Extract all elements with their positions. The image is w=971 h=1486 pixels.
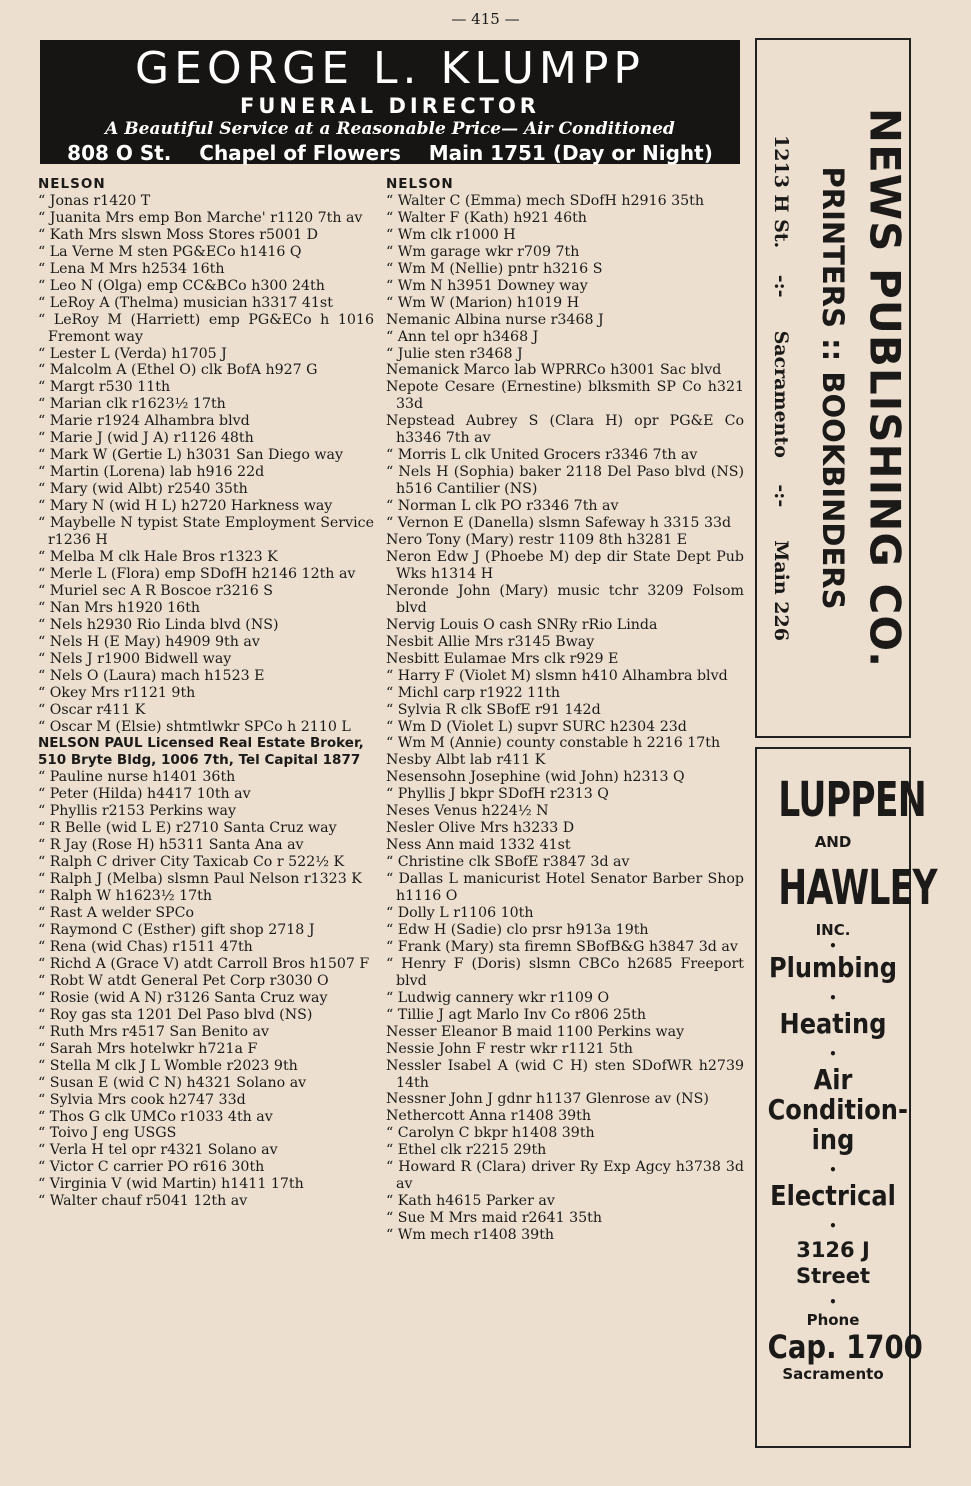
directory-entry: “ Edw H (Sadie) clo prsr h913a 19th	[386, 922, 744, 939]
directory-entry: “ Nels h2930 Rio Linda blvd (NS)	[38, 617, 374, 634]
directory-entry: “ Phyllis J bkpr SDofH r2313 Q	[386, 786, 744, 803]
ad-service: Air	[813, 1063, 853, 1096]
directory-entry: “ Ludwig cannery wkr r1109 O	[386, 990, 744, 1007]
directory-entry: “ Walter chauf r5041 12th av	[38, 1193, 374, 1210]
directory-entry: “ Okey Mrs r1121 9th	[38, 685, 374, 702]
banner-title: FUNERAL DIRECTOR	[240, 94, 540, 118]
directory-entry: “ Toivo J eng USGS	[38, 1125, 374, 1142]
directory-entry: “ Roy gas sta 1201 Del Paso blvd (NS)	[38, 1007, 374, 1024]
directory-entry: “ Ralph W h1623½ 17th	[38, 888, 374, 905]
directory-entry: “ Melba M clk Hale Bros r1323 K	[38, 549, 374, 566]
directory-entry: Ness Ann maid 1332 41st	[386, 837, 571, 854]
banner-address: 808 O St.	[67, 141, 172, 165]
ad-contact-line: 1213 H St. -:- Sacramento -:- Main 226	[770, 135, 792, 641]
directory-entry: “ Thos G clk UMCo r1033 4th av	[38, 1109, 374, 1126]
directory-entry: Nethercott Anna r1408 39th	[386, 1108, 592, 1125]
directory-entry: “ Juanita Mrs emp Bon Marche' r1120 7th av	[38, 210, 374, 227]
directory-entry: “ Vernon E (Danella) slsmn Safeway h 3315 33d	[386, 515, 744, 532]
directory-entry: “ Kath h4615 Parker av	[386, 1193, 744, 1210]
directory-entry: “ Morris L clk United Grocers r3346 7th av	[386, 447, 744, 464]
directory-entry: “ Peter (Hilda) h4417 10th av	[38, 786, 374, 803]
directory-entry: “ Harry F (Violet M) slsmn h410 Alhambra blvd	[386, 668, 744, 685]
ad-and: AND	[814, 833, 852, 851]
entry-list	[386, 193, 744, 1244]
directory-entry: Neses Venus h224½ N	[386, 803, 549, 820]
directory-entry: Nesby Albt lab r411 K	[386, 752, 546, 769]
directory-entry: Nessie John F restr wkr r1121 5th	[386, 1040, 633, 1057]
directory-entry: Neron Edw J (Phoebe M) dep dir State Dept Pub Wks h1314 H	[386, 548, 744, 582]
directory-entry: “ Ralph J (Melba) slsmn Paul Nelson r1323 K	[38, 871, 374, 888]
directory-entry: “ Wm mech r1408 39th	[386, 1227, 744, 1244]
ad-address: 1213 H St.	[770, 135, 792, 249]
ad-city: Sacramento	[782, 1365, 884, 1383]
directory-entry: Nervig Louis O cash SNRy rRio Linda	[386, 616, 658, 633]
real-estate-listing: NELSON PAUL Licensed Real Estate Broker, 510 Bryte Bldg, 1006 7th, Tel Capital 1877	[38, 735, 364, 769]
ad-service: Plumbing	[768, 951, 898, 984]
directory-entry: “ Ann tel opr h3468 J	[386, 329, 744, 346]
directory-entry: “ Howard R (Clara) driver Ry Exp Agcy h3738 3d av	[386, 1159, 744, 1193]
funeral-director-banner	[40, 40, 740, 164]
directory-entry: “ Henry F (Doris) slsmn CBCo h2685 Freeport blvd	[386, 956, 744, 990]
directory-entry: “ Marie r1924 Alhambra blvd	[38, 413, 374, 430]
ad-service: Electrical	[770, 1179, 896, 1212]
ad-name-hawley: HAWLEY	[778, 860, 937, 916]
directory-entry: “ Maybelle N typist State Employment Service r1236 H	[38, 515, 374, 549]
directory-entry: “ Walter F (Kath) h921 46th	[386, 210, 744, 227]
directory-entry: “ Sylvia R clk SBofE r91 142d	[386, 702, 744, 719]
directory-entry: “ Kath Mrs slswn Moss Stores r5001 D	[38, 227, 374, 244]
directory-entry: “ Ethel clk r2215 29th	[386, 1142, 744, 1159]
directory-entry: Nero Tony (Mary) restr 1109 8th h3281 E	[386, 532, 688, 549]
directory-entry: “ Merle L (Flora) emp SDofH h2146 12th av	[38, 566, 374, 583]
directory-entry: Nessner John J gdnr h1137 Glenrose av (NS)	[386, 1091, 709, 1108]
directory-entry: Nesbitt Eulamae Mrs clk r929 E	[386, 650, 619, 667]
directory-entry: “ R Jay (Rose H) h5311 Santa Ana av	[38, 837, 374, 854]
directory-entry: Nesbit Allie Mrs r3145 Bway	[386, 633, 595, 650]
directory-entry: “ Rena (wid Chas) r1511 47th	[38, 939, 374, 956]
directory-entry: “ Norman L clk PO r3346 7th av	[386, 498, 744, 515]
directory-entry: “ Stella M clk J L Womble r2023 9th	[38, 1058, 374, 1075]
directory-entry: “ Margt r530 11th	[38, 379, 374, 396]
directory-entry: Nessler Isabel A (wid C H) sten SDofWR h2739 14th	[386, 1057, 744, 1091]
directory-entry: “ Jonas r1420 T	[38, 193, 374, 210]
directory-entry: “ Oscar r411 K	[38, 702, 374, 719]
ad-address: 3126 J Street	[795, 1238, 871, 1288]
directory-entry: “ Nels O (Laura) mach h1523 E	[38, 668, 374, 685]
directory-entry: “ Marie J (wid J A) r1126 48th	[38, 430, 374, 447]
directory-entry: Nemanic Albina nurse r3468 J	[386, 311, 604, 328]
news-publishing-ad	[755, 38, 911, 738]
column-heading: NELSON	[38, 176, 106, 192]
directory-entry: “ Pauline nurse h1401 36th	[38, 769, 374, 786]
ad-inc: INC.	[815, 921, 851, 939]
directory-entry: “ R Belle (wid L E) r2710 Santa Cruz way	[38, 820, 374, 837]
directory-entry: “ Frank (Mary) sta firemn SBofB&G h3847 3d av	[386, 939, 744, 956]
directory-entry: “ Dolly L r1106 10th	[386, 905, 744, 922]
directory-entry: “ Lester L (Verda) h1705 J	[38, 346, 374, 363]
directory-entry: “ Oscar M (Elsie) shtmtlwkr SPCo h 2110 L	[38, 719, 374, 736]
directory-entry: “ Nels H (E May) h4909 9th av	[38, 634, 374, 651]
column-heading: NELSON	[386, 176, 454, 192]
directory-entry: Nepstead Aubrey S (Clara H) opr PG&E Co h3346 7th av	[386, 413, 744, 447]
directory-entry: “ Wm clk r1000 H	[386, 227, 744, 244]
directory-entry: “ Christine clk SBofE r3847 3d av	[386, 854, 744, 871]
directory-entry: “ Robt W atdt General Pet Corp r3030 O	[38, 973, 374, 990]
entry-list	[38, 769, 374, 1210]
directory-entry: “ Dallas L manicurist Hotel Senator Barber Shop h1116 O	[386, 871, 744, 905]
entry-list	[38, 193, 374, 736]
directory-entry: “ Raymond C (Esther) gift shop 2718 J	[38, 922, 374, 939]
directory-entry: “ Wm N h3951 Downey way	[386, 278, 744, 295]
directory-entry: “ Ralph C driver City Taxicab Co r 522½ K	[38, 854, 374, 871]
directory-entry: “ Ruth Mrs r4517 San Benito av	[38, 1024, 374, 1041]
directory-entry: “ Malcolm A (Ethel O) clk BofA h927 G	[38, 362, 374, 379]
banner-name: GEORGE L. KLUMPP	[135, 43, 645, 94]
banner-slogan: A Beautiful Service at a Reasonable Price— Air Conditioned	[105, 119, 675, 139]
directory-entry: “ Marian clk r1623½ 17th	[38, 396, 374, 413]
directory-entry: “ Sylvia Mrs cook h2747 33d	[38, 1092, 374, 1109]
directory-entry: “ Rast A welder SPCo	[38, 905, 374, 922]
banner-contact	[40, 140, 740, 166]
page-number: — 415 —	[451, 10, 520, 28]
directory-entry: “ Nels J r1900 Bidwell way	[38, 651, 374, 668]
ad-city: Sacramento	[770, 330, 792, 458]
directory-entry: Nesensohn Josephine (wid John) h2313 Q	[386, 769, 685, 786]
directory-entry: “ Wm M (Annie) county constable h 2216 17th	[386, 735, 744, 752]
banner-chapel: Chapel of Flowers	[199, 141, 401, 165]
directory-entry: “ Sarah Mrs hotelwkr h721a F	[38, 1041, 374, 1058]
directory-entry: “ Mark W (Gertie L) h3031 San Diego way	[38, 447, 374, 464]
directory-entry: “ Muriel sec A R Boscoe r3216 S	[38, 583, 374, 600]
directory-entry: “ Nan Mrs h1920 16th	[38, 600, 374, 617]
directory-entry: “ Tillie J agt Marlo Inv Co r806 25th	[386, 1007, 744, 1024]
ad-company-name: NEWS PUBLISHING CO.	[860, 107, 910, 669]
ad-phone: Cap. 1700	[767, 1328, 923, 1366]
directory-entry: Nepote Cesare (Ernestine) blksmith SP Co h321 33d	[386, 379, 744, 413]
directory-entry: “ Verla H tel opr r4321 Solano av	[38, 1142, 374, 1159]
directory-entry: “ Victor C carrier PO r616 30th	[38, 1159, 374, 1176]
directory-entry: “ Wm M (Nellie) pntr h3216 S	[386, 261, 744, 278]
ad-service: Condition-	[767, 1093, 908, 1126]
directory-entry: “ Rosie (wid A N) r3126 Santa Cruz way	[38, 990, 374, 1007]
banner-phone: Main 1751 (Day or Night)	[428, 141, 713, 165]
directory-entry: “ Wm garage wkr r709 7th	[386, 244, 744, 261]
directory-entry: “ Wm D (Violet L) supvr SURC h2304 23d	[386, 719, 744, 736]
luppen-hawley-ad: LUPPEN AND HAWLEY INC. • Plumbing • Heating • Air Condition- ing • Electrical • 3126 J Street • Phone Cap. 1700 Sacramento	[755, 747, 911, 1448]
directory-entry: “ Mary N (wid H L) h2720 Harkness way	[38, 498, 374, 515]
directory-column-left	[38, 176, 374, 1210]
directory-entry: “ Mary (wid Albt) r2540 35th	[38, 481, 374, 498]
directory-entry: “ Michl carp r1922 11th	[386, 685, 744, 702]
directory-entry: “ Lena M Mrs h2534 16th	[38, 261, 374, 278]
directory-entry: Nesser Eleanor B maid 1100 Perkins way	[386, 1023, 685, 1040]
directory-entry: “ Phyllis r2153 Perkins way	[38, 803, 374, 820]
directory-entry: “ Carolyn C bkpr h1408 39th	[386, 1125, 744, 1142]
directory-column-right	[386, 176, 744, 1244]
ad-subtitle: PRINTERS :: BOOKBINDERS	[816, 166, 850, 610]
directory-entry: “ Julie sten r3468 J	[386, 346, 744, 363]
directory-entry: “ LeRoy A (Thelma) musician h3317 41st	[38, 295, 374, 312]
ad-name-luppen: LUPPEN	[778, 772, 927, 828]
directory-entry: Nemanick Marco lab WPRRCo h3001 Sac blvd	[386, 362, 722, 379]
directory-entry: “ LeRoy M (Harriett) emp PG&ECo h 1016 Fremont way	[38, 312, 374, 346]
directory-entry: “ Richd A (Grace V) atdt Carroll Bros h1507 F	[38, 956, 374, 973]
directory-entry: Nesler Olive Mrs h3233 D	[386, 820, 575, 837]
directory-entry: “ Walter C (Emma) mech SDofH h2916 35th	[386, 193, 744, 210]
directory-entry: “ La Verne M sten PG&ECo h1416 Q	[38, 244, 374, 261]
directory-entry: “ Virginia V (wid Martin) h1411 17th	[38, 1176, 374, 1193]
directory-entry: “ Wm W (Marion) h1019 H	[386, 295, 744, 312]
ad-service: Heating	[779, 1007, 887, 1040]
ad-phone: Main 226	[770, 540, 792, 641]
directory-entry: “ Susan E (wid C N) h4321 Solano av	[38, 1075, 374, 1092]
directory-entry: “ Sue M Mrs maid r2641 35th	[386, 1210, 744, 1227]
directory-entry: Neronde John (Mary) music tchr 3209 Folsom blvd	[386, 582, 744, 616]
directory-entry: “ Nels H (Sophia) baker 2118 Del Paso blvd (NS) h516 Cantilier (NS)	[386, 464, 744, 498]
directory-entry: “ Martin (Lorena) lab h916 22d	[38, 464, 374, 481]
ad-service: ing	[811, 1123, 855, 1156]
directory-entry: “ Leo N (Olga) emp CC&BCo h300 24th	[38, 278, 374, 295]
ad-phone-label: Phone	[806, 1311, 860, 1329]
